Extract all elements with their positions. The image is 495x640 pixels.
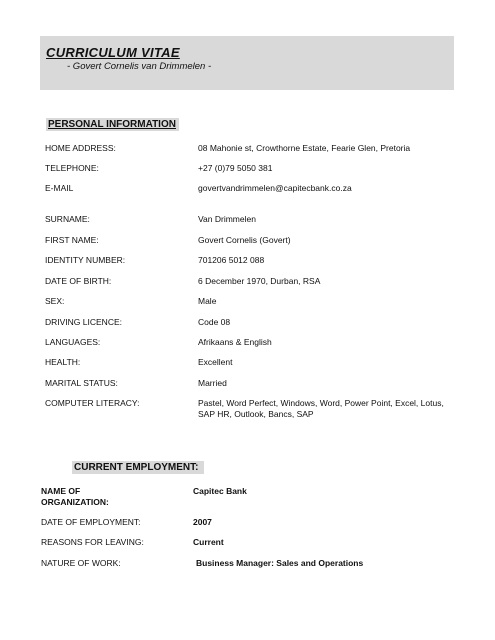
info-value: 2007 — [193, 517, 212, 527]
info-label: DATE OF BIRTH: — [45, 276, 112, 286]
personal-information-heading: PERSONAL INFORMATION — [46, 118, 179, 131]
info-value: +27 (0)79 5050 381 — [198, 163, 273, 173]
info-value: Govert Cornelis (Govert) — [198, 235, 291, 245]
info-label: IDENTITY NUMBER: — [45, 255, 126, 265]
info-label: MARITAL STATUS: — [45, 378, 118, 388]
info-value: Current — [193, 537, 224, 547]
info-value: Business Manager: Sales and Operations — [196, 558, 364, 568]
current-employment-heading: CURRENT EMPLOYMENT: — [72, 461, 204, 474]
info-value: Pastel, Word Perfect, Windows, Word, Power Point, Excel, Lotus, SAP HR, Outlook, Bancs, SAP — [198, 398, 444, 419]
info-label: DRIVING LICENCE: — [45, 317, 122, 327]
info-label: COMPUTER LITERACY: — [45, 398, 140, 408]
info-value: Van Drimmelen — [198, 214, 256, 224]
info-value: govertvandrimmelen@capitecbank.co.za — [198, 183, 352, 193]
info-value: Excellent — [198, 357, 233, 367]
document-title: CURRICULUM VITAE — [46, 45, 180, 60]
info-label: NAME OF ORGANIZATION: — [41, 486, 109, 507]
cv-header-banner — [40, 36, 454, 90]
info-value: Afrikaans & English — [198, 337, 272, 347]
info-value: 08 Mahonie st, Crowthorne Estate, Fearie Glen, Pretoria — [198, 143, 411, 153]
info-label: SURNAME: — [45, 214, 90, 224]
info-label: NATURE OF WORK: — [41, 558, 121, 568]
info-label: E-MAIL — [45, 183, 74, 193]
info-label: TELEPHONE: — [45, 163, 99, 173]
info-value: Code 08 — [198, 317, 231, 327]
info-label: LANGUAGES: — [45, 337, 101, 347]
info-label: SEX: — [45, 296, 65, 306]
info-value: 701206 5012 088 — [198, 255, 265, 265]
info-value: Married — [198, 378, 227, 388]
info-value: 6 December 1970, Durban, RSA — [198, 276, 321, 286]
document-subtitle: - Govert Cornelis van Drimmelen - — [67, 61, 212, 72]
info-value: Capitec Bank — [193, 486, 247, 496]
info-label: HEALTH: — [45, 357, 81, 367]
info-label: DATE OF EMPLOYMENT: — [41, 517, 141, 527]
info-label: HOME ADDRESS: — [45, 143, 116, 153]
info-value: Male — [198, 296, 217, 306]
info-label: FIRST NAME: — [45, 235, 99, 245]
info-label: REASONS FOR LEAVING: — [41, 537, 144, 547]
